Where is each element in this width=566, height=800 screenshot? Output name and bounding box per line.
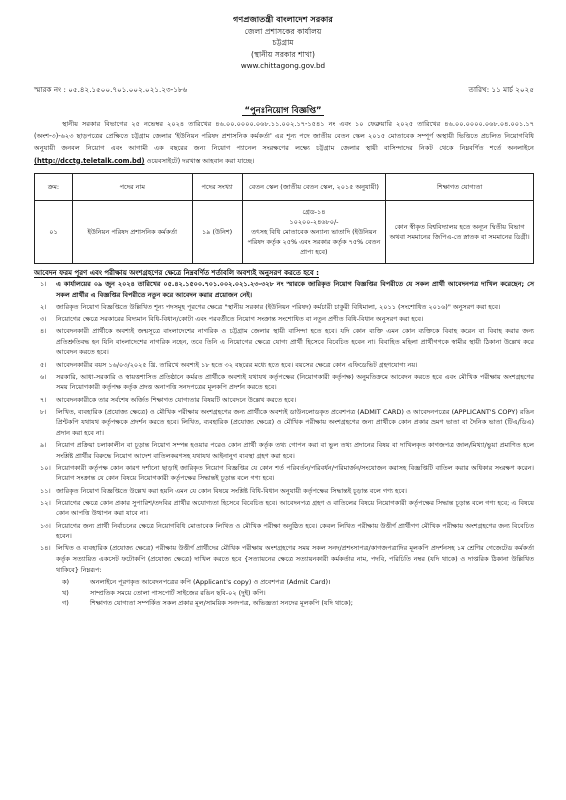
cell-count: ১৯ (উনিশ) (192, 201, 242, 264)
list-item-number: ১২। (40, 498, 51, 507)
pay-grade: গ্রেড-১৪ (302, 208, 326, 216)
list-item-text: আবেদনকারীর বয়স ১৬/০৩/২০২৫ খ্রি. তারিখে অবশ্যই ১৮ হতে ৩২ বছরের মধ্যে হতে হবে। বয়সের ক্ষেত্রে কোন এফিডেভিট গ্রহণযোগ্য নয়। (56, 360, 418, 369)
list-item (34, 521, 534, 542)
list-item-number: ১৩। (40, 521, 51, 530)
memo-line (34, 85, 534, 97)
sub-list-item (56, 598, 534, 609)
sub-list-item-number: ক) (62, 577, 70, 586)
list-item-text: জারিকৃত নিয়োগ বিজ্ঞপ্তিতে উল্লেখ করা হয়নি এমন যে কোন বিষয়ে সংশ্লিষ্ট বিধি-বিধান অনুযায়ী কর্তৃপক্ষের সিদ্ধান্তই চূড়ান্ত বলে গণ্য হবে। (56, 486, 408, 495)
cell-serial: ০১ (35, 201, 73, 264)
list-item-number: ১। (40, 280, 47, 288)
government-name: গণপ্রজাতন্ত্রী বাংলাদেশ সরকার (233, 14, 333, 24)
header-count: পদের সংখ্যা (192, 174, 242, 201)
sub-list-item-text: অনলাইনে পূরণকৃত আবেদনপত্রের কপি (Applicant's copy) ও প্রবেশপত্র (Admit Card)। (90, 577, 331, 586)
list-item-text: লিখিত, ব্যবহারিক (প্রযোজ্য ক্ষেত্রে) ও মৌখিক পরীক্ষায় অংশগ্রহণের জন্য প্রার্থীকে অবশ্যই ডাউনলোডকৃত প্রবেশপত্র (ADMIT CARD) ও আবেদনপত্রের (APPLICANT'S COPY) রঙিন প্রিন্টকপি যথাযথ কর্তৃপক্ষকে প্রদর্শন করতে হবে। লিখিত, ব্যবহারিক (প্রযোজ্য ক্ষেত্রে) ও মৌখিক পরীক্ষায় অংশগ্রহণের জন্য প্রার্থীকে কোন প্রকার ভ্রমণ ভাতা বা দৈনিক ভাতা (টিএ/ডিএ) প্রদান করা হবে না। (56, 407, 534, 437)
sub-list-item-number: খ) (62, 588, 69, 597)
list-item-text: নিয়োগকারী কর্তৃপক্ষ কোন কারণ দর্শানো ছাড়াই জারিকৃত নিয়োগ বিজ্ঞপ্তির যে কোন শর্ত পরিবর্তন/পরিবর্ধন/পরিমার্জন/সংযোজন করাসহ বিজ্ঞপ্তিটি বাতিল করার অধিকার সংরক্ষণ করেন। নিয়োগ সংক্রান্ত যে কোন বিষয়ে নিয়োগকারী কর্তৃপক্ষের সিদ্ধান্তই চূড়ান্ত বলে গণ্য হবে। (56, 463, 534, 483)
memo-number: স্মারক নং : ০৫.৪২.১৫০০.৭০১.০০২.০২১.২৩-১৮৬ (34, 85, 188, 94)
letterhead (0, 14, 566, 72)
conditions-heading (34, 267, 534, 279)
intro-text: স্থানীয় সরকার বিভাগের ২৫ নভেম্বর ২০২৪ তারিখের ৪৬.০০.০০০০.০৬৮.১১.০০২.১৭-১৫৪১ নং এবং ১০ ফেব্রুয়ারি ২০২৫ তারিখের ৪৬.০০.০০০০.০৬৮.০৪.০০১.১৭ (অংশ-৩)-৬২৩ ছাড়পত্রের প্রেক্ষিতে চট্টগ্রাম জেলার 'ইউনিয়ন পরিষদ প্রশাসনিক কর্মকর্তা' এর শূন্য পদে জাতীয় বেতন স্কেল ২০১৫ মোতাবেক সম্পূর্ণ অস্থায়ী ভিত্তিতে প্রচলিত নিয়োগবিধি অনুযায়ী জনবল নিয়োগ এবং আগামী এক বছরের জন্য নিয়োগ প্যানেল সংরক্ষণের লক্ষ্যে চট্টগ্রাম জেলার স্থায়ী বাসিন্দাদের নিকট থেকে নিম্নবর্ণিত শর্তে অনলাইনে (34, 120, 534, 153)
header-post: পদের নাম (72, 174, 192, 201)
list-item-number: ৯। (40, 441, 47, 450)
list-item (34, 486, 534, 497)
list-item (34, 302, 534, 313)
list-item-number: ৬। (40, 372, 47, 381)
list-item-number: ১১। (40, 486, 51, 495)
table-row (35, 201, 534, 264)
header-serial: ক্রম: (35, 174, 73, 201)
pay-range: ১০২০০-২৪৬৮০/- (289, 218, 339, 226)
list-item (34, 395, 534, 406)
conditions-list (34, 279, 534, 609)
list-item-number: ৪। (40, 327, 47, 336)
sub-list-item-number: গ) (62, 599, 69, 608)
list-item-text: নিয়োগের ক্ষেত্রে কোন প্রকার সুপারিশ/তদবির প্রার্থীর অযোগ্যতা হিসেবে বিবেচিত হবে। আবেদনপত্র গ্রহণ ও বাতিলের বিষয়ে নিয়োগকারী কর্তৃপক্ষের সিদ্ধান্ত চূড়ান্ত বলে গণ্য হবে; এ বিষয়ে কোন আপত্তি উত্থাপন করা যাবে না। (56, 498, 534, 518)
list-item-number: ৭। (40, 395, 47, 404)
memo-date: তারিখ: ১১ মার্চ ২০২৫ (468, 85, 534, 94)
list-item-number: ৩। (40, 314, 47, 323)
cell-qualification: কোন স্বীকৃত বিশ্ববিদ্যালয় হতে অন্যূন দ্বিতীয় বিভাগ অথবা সমমানের জিপিএ-তে স্নাতক বা সমমানের ডিগ্রী। (386, 201, 534, 264)
intro-paragraph (34, 118, 534, 167)
application-website-link[interactable]: (http://dcctg.teletalk.com.bd) (34, 156, 145, 165)
intro-text-end: ওয়েবসাইটে) দরখাস্ত আহবান করা যাচ্ছে। (144, 156, 255, 165)
conditions-heading-text: আবেদন ফরম পূরণ এবং পরীক্ষায় অংশগ্রহণের ক্ষেত্রে নিম্নবর্ণিত শর্তাবলি অবশ্যই অনুসরণ করতে হবে : (34, 269, 319, 277)
sub-list-item (56, 577, 534, 588)
posts-table (34, 173, 534, 264)
list-item-text: লিখিত ও ব্যবহারিক (প্রযোজ্য ক্ষেত্রে) পরীক্ষায় উত্তীর্ণ প্রার্থীদের মৌখিক পরীক্ষায় অংশগ্রহণের সময় সকল সনদ/প্রশংসাপত্র/কাগজপত্রাদির মূলকপি প্রদর্শনসহ ১ম শ্রেণির গেজেটেড কর্মকর্তা কর্তৃক সত্যায়িত একসেট ফটোকপি (প্রযোজ্য ক্ষেত্রে) দাখিল করতে হবে {সত্যায়নের ক্ষেত্রে সত্যায়নকারী কর্মকর্তার নাম, পদবি, পরিচিতি নম্বর (যদি থাকে) ও দাপ্তরিক ঠিকানা উল্লিখিত থাকিবে} নিম্নরূপ: (56, 544, 534, 574)
list-item (34, 279, 534, 300)
list-item (34, 326, 534, 358)
list-item-text: নিয়োগ প্রক্রিয়া চলাকালীন বা চূড়ান্ত নিয়োগ সম্পন্ন হওয়ার পরেও কোন প্রার্থী কর্তৃক তথ্য গোপন করা বা ভুল তথ্য প্রদানের বিষয় বা দাখিলকৃত কাগজপত্র জাল/মিথ্যা/ভুয়া প্রমাণিত হলে সংশ্লিষ্ট প্রার্থীর বিরুদ্ধে নিয়োগ আদেশ বাতিলকরণসহ যথাযথ আইনানুগ ব্যবস্থা গ্রহণ করা হবে। (56, 441, 534, 460)
list-item-text: আবেদনকারী প্রার্থীকে অবশ্যই জন্মসূত্রে বাংলাদেশের নাগরিক ও চট্টগ্রাম জেলার স্থায়ী বাসিন্দা হতে হবে। যদি কোন ব্যক্তি এমন কোন ব্যক্তিকে বিবাহ করেন বা বিবাহ করার জন্য প্রতিশ্রুতিবদ্ধ হন যিনি বাংলাদেশের নাগরিক নহেন, তবে তিনি এ নিয়োগের ক্ষেত্রে যোগ্য প্রার্থী হিসেবে বিবেচিত হবেন না। বিবাহিত মহিলা প্রার্থীগণকে স্বামীর স্থায়ী ঠিকানা উল্লেখ করে আবেদন করতে হবে। (56, 327, 534, 357)
website-link[interactable]: www.chittagong.gov.bd (240, 61, 326, 70)
cell-post: ইউনিয়ন পরিষদ প্রশাসনিক কর্মকর্তা (72, 201, 192, 264)
branch-name: (স্থানীয় সরকার শাখা) (251, 49, 315, 59)
sub-list-item-text: শিক্ষাগত যোগ্যতা সম্পর্কিত সকল প্রকার মূল/সাময়িক সনদপত্র, অভিজ্ঞতা সনদের মূলকপি (যদি থাকে); (90, 599, 353, 608)
list-item-number: ১০। (40, 463, 51, 472)
table-header-row (35, 174, 534, 201)
list-item (34, 498, 534, 519)
header-pay-scale: বেতন স্কেল (জাতীয় বেতন স্কেল, ২০১৫ অনুযায়ী) (242, 174, 386, 201)
list-item (34, 543, 534, 575)
list-item (34, 463, 534, 484)
district-name: চট্টগ্রাম (272, 38, 294, 47)
list-item-text: নিয়োগের জন্য প্রার্থী নির্বাচনের ক্ষেত্রে নিয়োগবিধি মোতাবেক লিখিত ও মৌখিক পরীক্ষা অনুষ্ঠিত হবে। কেবল লিখিত পরীক্ষায় উত্তীর্ণ প্রার্থীগণ মৌখিক পরীক্ষায় অংশগ্রহণের জন্য বিবেচিত হবেন। (56, 521, 534, 541)
office-name: জেলা প্রশাসকের কার্যালয় (244, 26, 322, 36)
list-item-text: আবেদনকারীকে তার সর্বশেষ অর্জিত শিক্ষাগত যোগ্যতার বিষয়টি আবেদনে উল্লেখ করতে হবে। (56, 395, 297, 404)
sub-list-item-text: সাম্প্রতিক সময়ে তোলা পাসপোর্ট সাইজের রঙিন ছবি-০২ (দুই) কপি। (90, 588, 266, 597)
sub-list-item (56, 588, 534, 599)
list-item (34, 407, 534, 439)
list-item-text: জারিকৃত নিয়োগ বিজ্ঞপ্তিতে উল্লিখিত শূন্য পদসমূহ পূরণের ক্ষেত্রে "স্থানীয় সরকার (ইউনিয়ন পরিষদ) কর্মচারী চাকুরী বিধিমালা, ২০১১ (সংশোধিত ২০১৬)" অনুসরণ করা হবে। (56, 302, 501, 311)
list-item-text: সরকারি, আধা-সরকারি ও স্বায়ত্তশাসিত প্রতিষ্ঠানে কর্মরত প্রার্থীকে অবশ্যই যথাযথ কর্তৃপক্ষের (নিয়োগকারী কর্তৃপক্ষ) অনুমতিক্রমে আবেদন করতে হবে এবং মৌখিক পরীক্ষায় অংশগ্রহণের সময় নিয়োগকারী কর্তৃপক্ষ কর্তৃক প্রদত্ত অনাপত্তি সনদপত্রের মূলকপি প্রদর্শন করতে হবে। (56, 372, 534, 392)
list-item-number: ২। (40, 302, 47, 311)
cell-pay-scale (242, 201, 386, 264)
notice-title (0, 104, 566, 118)
list-item-number: ১৪। (40, 544, 51, 553)
header-qualification: শিক্ষাগত যোগ্যতা (386, 174, 534, 201)
list-item (34, 360, 534, 371)
list-item (34, 440, 534, 461)
list-item-number: ৮। (40, 407, 47, 416)
list-item-number: ৫। (40, 360, 47, 369)
list-item-text: নিয়োগের ক্ষেত্রে সরকারের বিদ্যমান বিধি-বিধান/কোটা এবং পরবর্তীতে নিয়োগ সংক্রান্ত সংশোধিত বা নতুন প্রণীত বিধি-বিধান অনুসরণ করা হবে। (56, 314, 424, 323)
pay-note: তৎসহ বিধি মোতাবেক অন্যান্য ভাতাদি (ইউনিয়ন পরিষদ কর্তৃক ২৫% এবং সরকার কর্তৃক ৭৫% বেতন প্রাপ্য হবে) (247, 228, 381, 256)
list-item (34, 372, 534, 393)
notice-title-text: “পুনঃনিয়োগ বিজ্ঞপ্তি” (244, 105, 322, 115)
list-item-text: এ কার্যালয়ের ০৯ জুন ২০২৪ তারিখের ০৫.৪২.১৫০০.৭০১.০০২.০২১.২৩-৩২৮ নং স্মারকে জারিকৃত নিয়োগ বিজ্ঞপ্তির বিপরীতে যে সকল প্রার্থী আবেদনপত্র দাখিল করেছেন; সে সকল প্রার্থীর এ বিজ্ঞপ্তির বিপরীতে নতুন করে আবেদন করার প্রয়োজন নেই। (56, 280, 534, 299)
list-item (34, 314, 534, 325)
